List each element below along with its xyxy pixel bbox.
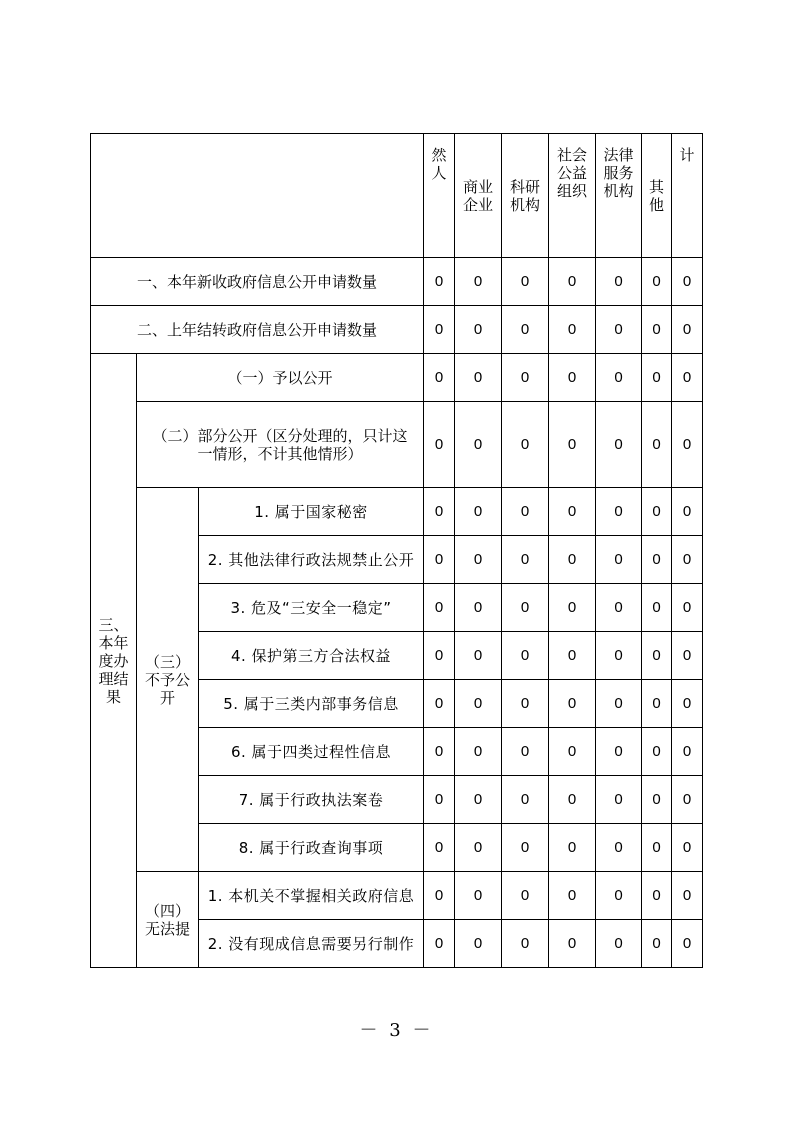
value-cell: 0 <box>424 536 455 584</box>
value-cell: 0 <box>502 584 549 632</box>
value-cell: 0 <box>502 354 549 402</box>
value-cell: 0 <box>642 584 672 632</box>
value-cell: 0 <box>672 632 703 680</box>
value-cell: 0 <box>596 728 642 776</box>
value-cell: 0 <box>455 680 502 728</box>
row-label: （二）部分公开（区分处理的，只计这 一情形，不计其他情形） <box>137 402 424 488</box>
table-row <box>91 306 703 354</box>
column-header-research: 科研 机构 <box>502 134 549 258</box>
value-cell: 0 <box>642 258 672 306</box>
value-cell: 0 <box>424 920 455 968</box>
value-cell: 0 <box>596 824 642 872</box>
value-cell: 0 <box>596 402 642 488</box>
value-cell: 0 <box>502 872 549 920</box>
value-cell: 0 <box>672 824 703 872</box>
value-cell: 0 <box>424 728 455 776</box>
value-cell: 0 <box>424 776 455 824</box>
value-cell: 0 <box>642 872 672 920</box>
value-cell: 0 <box>549 728 596 776</box>
value-cell: 0 <box>549 354 596 402</box>
section-three-label: 三、 本年 度办 理结 果 <box>91 354 137 968</box>
value-cell: 0 <box>642 728 672 776</box>
value-cell: 0 <box>549 536 596 584</box>
value-cell: 0 <box>549 824 596 872</box>
table-row <box>91 354 703 402</box>
value-cell: 0 <box>596 920 642 968</box>
value-cell: 0 <box>549 680 596 728</box>
header-blank-cell <box>91 134 424 258</box>
section-deny-label: （三） 不予公 开 <box>137 488 199 872</box>
row-label: 一、本年新收政府信息公开申请数量 <box>91 258 424 306</box>
value-cell: 0 <box>455 536 502 584</box>
value-cell: 0 <box>502 488 549 536</box>
column-header-legal-service: 法律 服务 机构 <box>596 134 642 258</box>
row-label: （一）予以公开 <box>137 354 424 402</box>
value-cell: 0 <box>596 776 642 824</box>
value-cell: 0 <box>672 536 703 584</box>
value-cell: 0 <box>672 488 703 536</box>
value-cell: 0 <box>549 488 596 536</box>
value-cell: 0 <box>672 920 703 968</box>
value-cell: 0 <box>502 632 549 680</box>
value-cell: 0 <box>596 258 642 306</box>
table-row <box>91 258 703 306</box>
value-cell: 0 <box>455 354 502 402</box>
page-number: － 3 － <box>359 1020 434 1041</box>
value-cell: 0 <box>455 488 502 536</box>
value-cell: 0 <box>642 632 672 680</box>
value-cell: 0 <box>596 584 642 632</box>
value-cell: 0 <box>672 680 703 728</box>
value-cell: 0 <box>672 402 703 488</box>
value-cell: 0 <box>596 536 642 584</box>
column-header-social-welfare: 社会 公益 组织 <box>549 134 596 258</box>
value-cell: 0 <box>672 728 703 776</box>
value-cell: 0 <box>549 872 596 920</box>
value-cell: 0 <box>672 872 703 920</box>
value-cell: 0 <box>642 306 672 354</box>
value-cell: 0 <box>642 680 672 728</box>
value-cell: 0 <box>549 402 596 488</box>
section-unable-label: （四） 无法提 <box>137 872 199 968</box>
value-cell: 0 <box>642 402 672 488</box>
row-label: 6. 属于四类过程性信息 <box>199 728 424 776</box>
value-cell: 0 <box>455 306 502 354</box>
value-cell: 0 <box>672 306 703 354</box>
value-cell: 0 <box>455 584 502 632</box>
value-cell: 0 <box>424 354 455 402</box>
value-cell: 0 <box>455 258 502 306</box>
value-cell: 0 <box>455 776 502 824</box>
header-row <box>91 134 703 258</box>
value-cell: 0 <box>424 306 455 354</box>
value-cell: 0 <box>596 872 642 920</box>
row-label: 二、上年结转政府信息公开申请数量 <box>91 306 424 354</box>
value-cell: 0 <box>502 920 549 968</box>
value-cell: 0 <box>596 632 642 680</box>
value-cell: 0 <box>672 258 703 306</box>
table-row <box>91 488 703 536</box>
value-cell: 0 <box>642 536 672 584</box>
value-cell: 0 <box>424 632 455 680</box>
value-cell: 0 <box>596 354 642 402</box>
value-cell: 0 <box>549 776 596 824</box>
row-label: 5. 属于三类内部事务信息 <box>199 680 424 728</box>
value-cell: 0 <box>455 872 502 920</box>
value-cell: 0 <box>424 584 455 632</box>
value-cell: 0 <box>596 306 642 354</box>
value-cell: 0 <box>455 728 502 776</box>
column-header-other: 其 他 <box>642 134 672 258</box>
table-row <box>91 872 703 920</box>
row-label: 2. 其他法律行政法规禁止公开 <box>199 536 424 584</box>
value-cell: 0 <box>455 824 502 872</box>
value-cell: 0 <box>672 354 703 402</box>
row-label: 3. 危及“三安全一稳定” <box>199 584 424 632</box>
row-label: 2. 没有现成信息需要另行制作 <box>199 920 424 968</box>
value-cell: 0 <box>502 402 549 488</box>
column-header-total: 计 <box>672 134 703 258</box>
row-label: 1. 属于国家秘密 <box>199 488 424 536</box>
value-cell: 0 <box>672 776 703 824</box>
value-cell: 0 <box>424 872 455 920</box>
value-cell: 0 <box>642 824 672 872</box>
row-label: 4. 保护第三方合法权益 <box>199 632 424 680</box>
value-cell: 0 <box>424 680 455 728</box>
value-cell: 0 <box>549 584 596 632</box>
value-cell: 0 <box>424 824 455 872</box>
value-cell: 0 <box>455 920 502 968</box>
value-cell: 0 <box>549 306 596 354</box>
column-header-business: 商业 企业 <box>455 134 502 258</box>
value-cell: 0 <box>596 488 642 536</box>
value-cell: 0 <box>642 488 672 536</box>
value-cell: 0 <box>549 258 596 306</box>
value-cell: 0 <box>424 488 455 536</box>
value-cell: 0 <box>549 920 596 968</box>
value-cell: 0 <box>672 584 703 632</box>
value-cell: 0 <box>596 680 642 728</box>
value-cell: 0 <box>455 402 502 488</box>
value-cell: 0 <box>424 402 455 488</box>
statistics-table <box>90 133 703 968</box>
value-cell: 0 <box>502 680 549 728</box>
value-cell: 0 <box>502 258 549 306</box>
value-cell: 0 <box>502 536 549 584</box>
value-cell: 0 <box>455 632 502 680</box>
value-cell: 0 <box>502 776 549 824</box>
value-cell: 0 <box>642 354 672 402</box>
value-cell: 0 <box>502 824 549 872</box>
table-row <box>91 402 703 488</box>
value-cell: 0 <box>642 776 672 824</box>
row-label: 1. 本机关不掌握相关政府信息 <box>199 872 424 920</box>
column-header-natural-person: 然 人 <box>424 134 455 258</box>
value-cell: 0 <box>502 306 549 354</box>
value-cell: 0 <box>502 728 549 776</box>
value-cell: 0 <box>549 632 596 680</box>
row-label: 7. 属于行政执法案卷 <box>199 776 424 824</box>
row-label: 8. 属于行政查询事项 <box>199 824 424 872</box>
value-cell: 0 <box>642 920 672 968</box>
value-cell: 0 <box>424 258 455 306</box>
